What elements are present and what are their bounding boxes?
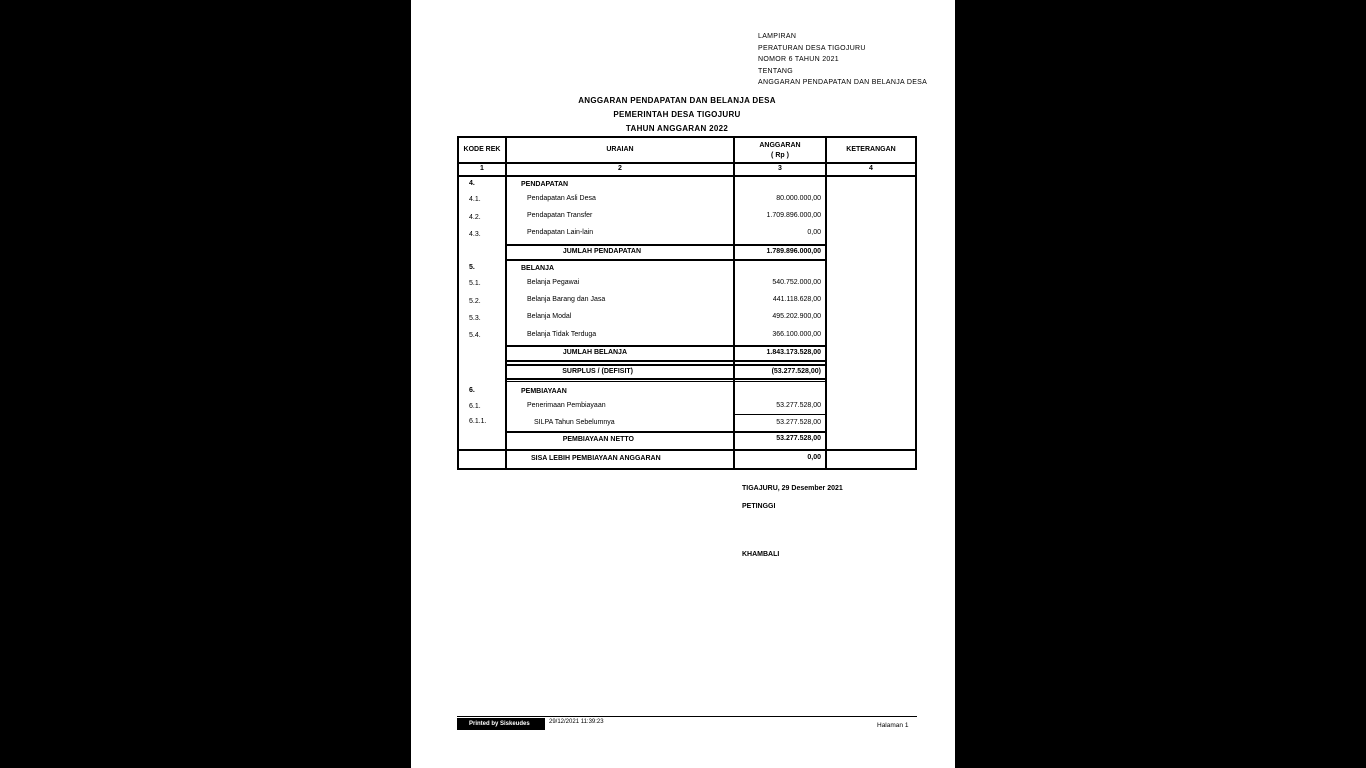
row-nilai: 540.752.000,00 xyxy=(772,279,821,286)
surplus-value: (53.277.528,00) xyxy=(771,368,821,375)
page-number: Halaman 1 xyxy=(877,722,909,729)
pembiayaan-netto-value: 53.277.528,00 xyxy=(776,435,821,442)
row-uraian: Belanja Pegawai xyxy=(527,279,580,286)
header-keterangan: KETERANGAN xyxy=(846,146,896,153)
row-uraian: Pendapatan Asli Desa xyxy=(527,195,596,202)
row-uraian: Belanja Barang dan Jasa xyxy=(527,296,606,303)
lampiran-line: TENTANG xyxy=(758,67,794,75)
surplus-label: SURPLUS / (DEFISIT) xyxy=(562,368,633,375)
lampiran-line: ANGGARAN PENDAPATAN DAN BELANJA DESA xyxy=(758,79,928,86)
document-subtitle: PEMERINTAH DESA TIGOJURU xyxy=(613,110,741,119)
silpa-label: SISA LEBIH PEMBIAYAAN ANGGARAN xyxy=(531,455,661,462)
row-uraian: Belanja Modal xyxy=(527,313,572,320)
header-anggaran: ANGGARAN xyxy=(759,142,801,149)
row-kode: 6. xyxy=(469,387,475,394)
pembiayaan-netto-label: PEMBIAYAAN NETTO xyxy=(562,436,634,443)
row-uraian: BELANJA xyxy=(521,265,555,272)
row-nilai: 495.202.900,00 xyxy=(772,313,821,320)
document-year: TAHUN ANGGARAN 2022 xyxy=(625,124,729,133)
lampiran-line: PERATURAN DESA TIGOJURU xyxy=(758,44,866,52)
col-number: 3 xyxy=(778,165,782,172)
printed-by-badge: Printed by Siskeudes xyxy=(457,718,545,730)
row-uraian: Belanja Tidak Terduga xyxy=(527,331,597,338)
total-belanja-value: 1.843.173.528,00 xyxy=(766,349,821,356)
row-nilai: 0,00 xyxy=(807,229,821,236)
row-kode: 5.2. xyxy=(469,298,481,305)
budget-table xyxy=(457,136,917,470)
lampiran-line: LAMPIRAN xyxy=(758,33,797,40)
document-page xyxy=(411,0,955,768)
row-nilai: 1.709.896.000,00 xyxy=(766,212,821,219)
total-pendapatan-value: 1.789.896.000,00 xyxy=(766,248,821,255)
row-uraian: Pendapatan Transfer xyxy=(527,212,593,219)
row-nilai: 441.118.628,00 xyxy=(772,296,821,303)
row-kode: 4.2. xyxy=(469,214,481,221)
lampiran-line: NOMOR 6 TAHUN 2021 xyxy=(758,56,839,63)
total-pendapatan-label: JUMLAH PENDAPATAN xyxy=(562,248,641,255)
lampiran-block xyxy=(758,31,927,89)
header-anggaran-unit: ( Rp ) xyxy=(771,152,789,159)
header-kode: KODE REK xyxy=(463,146,501,153)
row-kode: 4.1. xyxy=(469,196,481,203)
row-kode: 5.1. xyxy=(469,280,481,287)
row-nilai: 80.000.000,00 xyxy=(776,195,821,202)
row-kode: 5. xyxy=(469,264,475,271)
signature-position: PETINGGI xyxy=(742,503,776,510)
row-uraian: Penerimaan Pembiayaan xyxy=(527,402,606,409)
total-belanja-label: JUMLAH BELANJA xyxy=(562,349,627,356)
silpa-value: 0,00 xyxy=(807,454,821,461)
document-title: ANGGARAN PENDAPATAN DAN BELANJA DESA xyxy=(578,96,776,105)
signature-place-date: TIGAJURU, 29 Desember 2021 xyxy=(742,485,843,492)
col-number: 1 xyxy=(480,165,484,172)
col-number: 4 xyxy=(869,165,873,172)
header-uraian: URAIAN xyxy=(606,146,634,153)
row-nilai: 366.100.000,00 xyxy=(772,331,821,338)
row-uraian: PENDAPATAN xyxy=(521,181,569,188)
col-number: 2 xyxy=(618,165,622,172)
row-kode: 4.3. xyxy=(469,231,481,238)
row-kode: 4. xyxy=(469,180,475,187)
row-uraian: Pendapatan Lain-lain xyxy=(527,229,594,236)
signature-name: KHAMBALI xyxy=(742,551,780,558)
row-kode: 6.1. xyxy=(469,403,481,410)
row-kode: 5.4. xyxy=(469,332,481,339)
row-nilai: 53.277.528,00 xyxy=(776,402,821,409)
row-uraian: SILPA Tahun Sebelumnya xyxy=(534,419,615,426)
row-nilai: 53.277.528,00 xyxy=(776,419,821,426)
row-kode: 6.1.1. xyxy=(469,418,487,425)
row-uraian: PEMBIAYAAN xyxy=(521,388,567,395)
row-kode: 5.3. xyxy=(469,315,481,322)
print-timestamp: 29/12/2021 11:39:23 xyxy=(549,719,604,725)
